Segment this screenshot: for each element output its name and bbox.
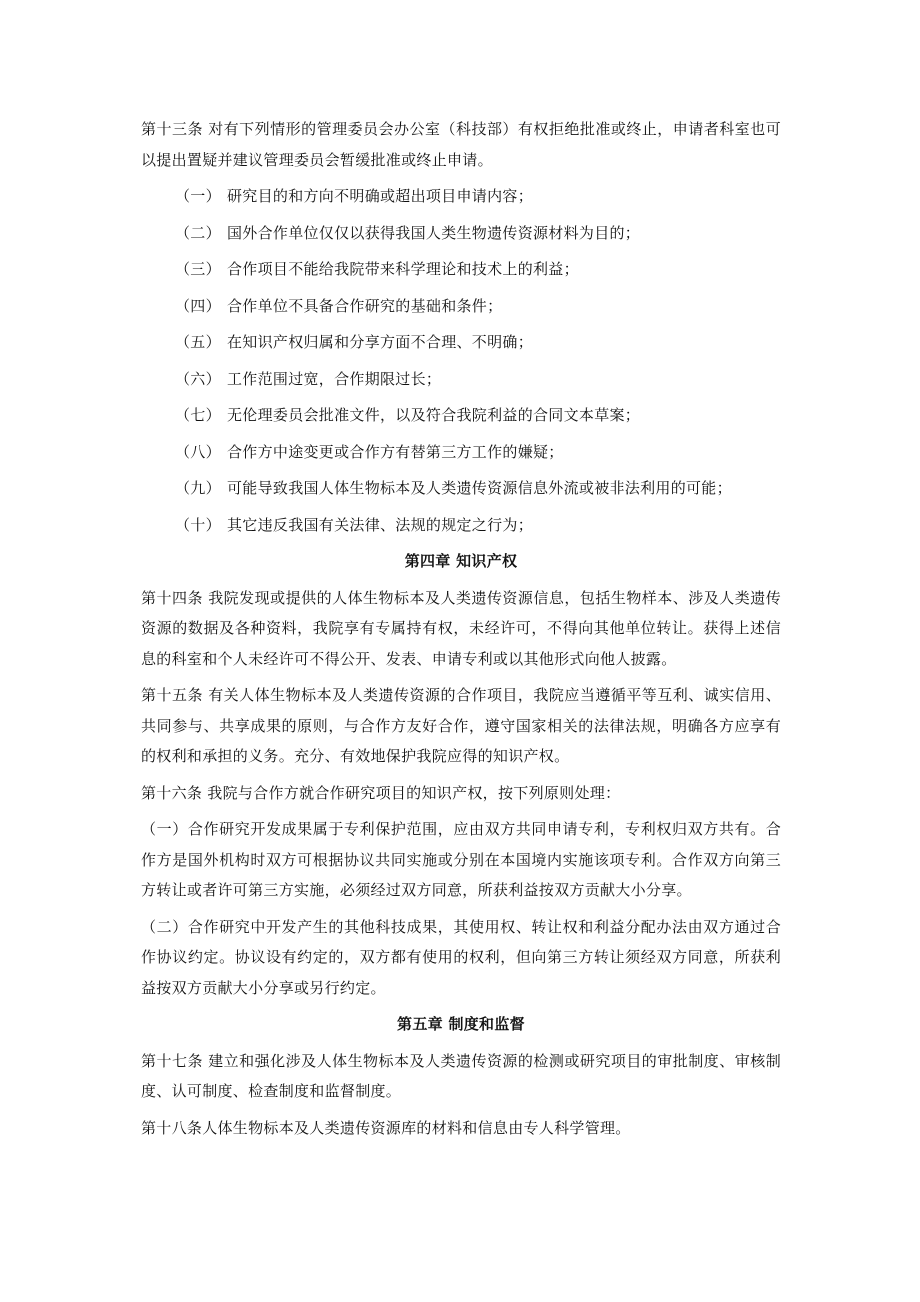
paragraph: 第十七条 建立和强化涉及人体生物标本及人类遗传资源的检测或研究项目的审批制度、审核制度、认可制度、检查制度和监督制度。 [141, 1051, 781, 1100]
list-item-text: 工作范围过宽，合作期限过长； [227, 369, 442, 388]
chapter-heading: 第五章 制度和监督 [397, 1015, 525, 1033]
list-item-number: （十） [175, 515, 221, 534]
list-item [141, 400, 781, 431]
paragraph: 第十八条人体生物标本及人类遗传资源库的材料和信息由专人科学管理。 [141, 1118, 631, 1137]
paragraph: 第十六条 我院与合作方就合作研究项目的知识产权，按下列原则处理： [141, 783, 621, 802]
paragraph: （二）合作研究中开发产生的其他科技成果，其使用权、转让权和利益分配办法由双方通过合作协议约定。协议设有约定的，双方都有使用的权利，但向第三方转让须经双方同意，所获利益按双方贡献大小分享或另行约定。 [141, 917, 781, 997]
list-item-number: （五） [175, 333, 221, 351]
list-item [141, 364, 781, 395]
list-item-text: 国外合作单位仅仅以获得我国人类生物遗传资源材料为目的； [227, 223, 641, 242]
list-item-number: （四） [175, 296, 221, 315]
list-item-text: 合作项目不能给我院带来科学理论和技术上的利益； [227, 260, 579, 278]
list-item [141, 254, 781, 285]
list-item-text: 在知识产权归属和分享方面不合理、不明确； [227, 333, 534, 351]
list-item-text: 合作方中途变更或合作方有替第三方工作的嫌疑； [227, 442, 564, 461]
paragraph: 第十四条 我院发现或提供的人体生物标本及人类遗传资源信息，包括生物样本、涉及人类遗传资源的数据及各种资料，我院享有专属持有权，未经许可，不得向其他单位转让。获得上述信息的科室和个人未经许可不得公开、发表、申请专利或以其他形式向他人披露。 [141, 588, 781, 668]
list-item-text: 研究目的和方向不明确或超出项目申请内容； [227, 187, 534, 205]
list-item [141, 437, 781, 468]
list-item [141, 510, 781, 541]
list-item [141, 327, 781, 358]
list-item-number: （六） [175, 369, 221, 388]
paragraph: （一）合作研究开发成果属于专利保护范围，应由双方共同申请专利，专利权归双方共有。合作方是国外机构时双方可根据协议共同实施或分别在本国境内实施该项专利。合作双方向第三方转让或者许可第三方实施，必须经过双方同意，所获利益按双方贡献大小分享。 [141, 820, 781, 899]
list-item-number: （九） [175, 479, 221, 497]
chapter-heading: 第四章 知识产权 [404, 552, 518, 570]
list-item-number: （八） [175, 442, 221, 461]
list-item [141, 291, 781, 322]
paragraph: 第十五条 有关人体生物标本及人类遗传资源的合作项目，我院应当遵循平等互利、诚实信用、共同参与、共享成果的原则，与合作方友好合作，遵守国家相关的法律法规，明确各方应享有的权利和承担的义务。充分、有效地保护我院应得的知识产权。 [141, 686, 781, 765]
list-item-number: （二） [175, 223, 221, 242]
list-item [141, 218, 781, 249]
list-item-text: 合作单位不具备合作研究的基础和条件； [227, 296, 503, 315]
paragraph: 第十三条 对有下列情形的管理委员会办公室（科技部）有权拒绝批准或终止，申请者科室也可以提出置疑并建议管理委员会暂缓批准或终止申请。 [141, 120, 781, 169]
list-item-number: （三） [175, 260, 221, 278]
list-item-text: 可能导致我国人体生物标本及人类遗传资源信息外流或被非法利用的可能； [227, 479, 732, 497]
list-item-number: （一） [175, 187, 221, 205]
document-body [141, 114, 781, 1149]
list-item [141, 181, 781, 212]
list-item-text: 无伦理委员会批准文件，以及符合我院利益的合同文本草案； [227, 406, 641, 424]
list-item-text: 其它违反我国有关法律、法规的规定之行为； [227, 515, 534, 534]
list-item-number: （七） [175, 406, 221, 424]
list-item [141, 473, 781, 504]
